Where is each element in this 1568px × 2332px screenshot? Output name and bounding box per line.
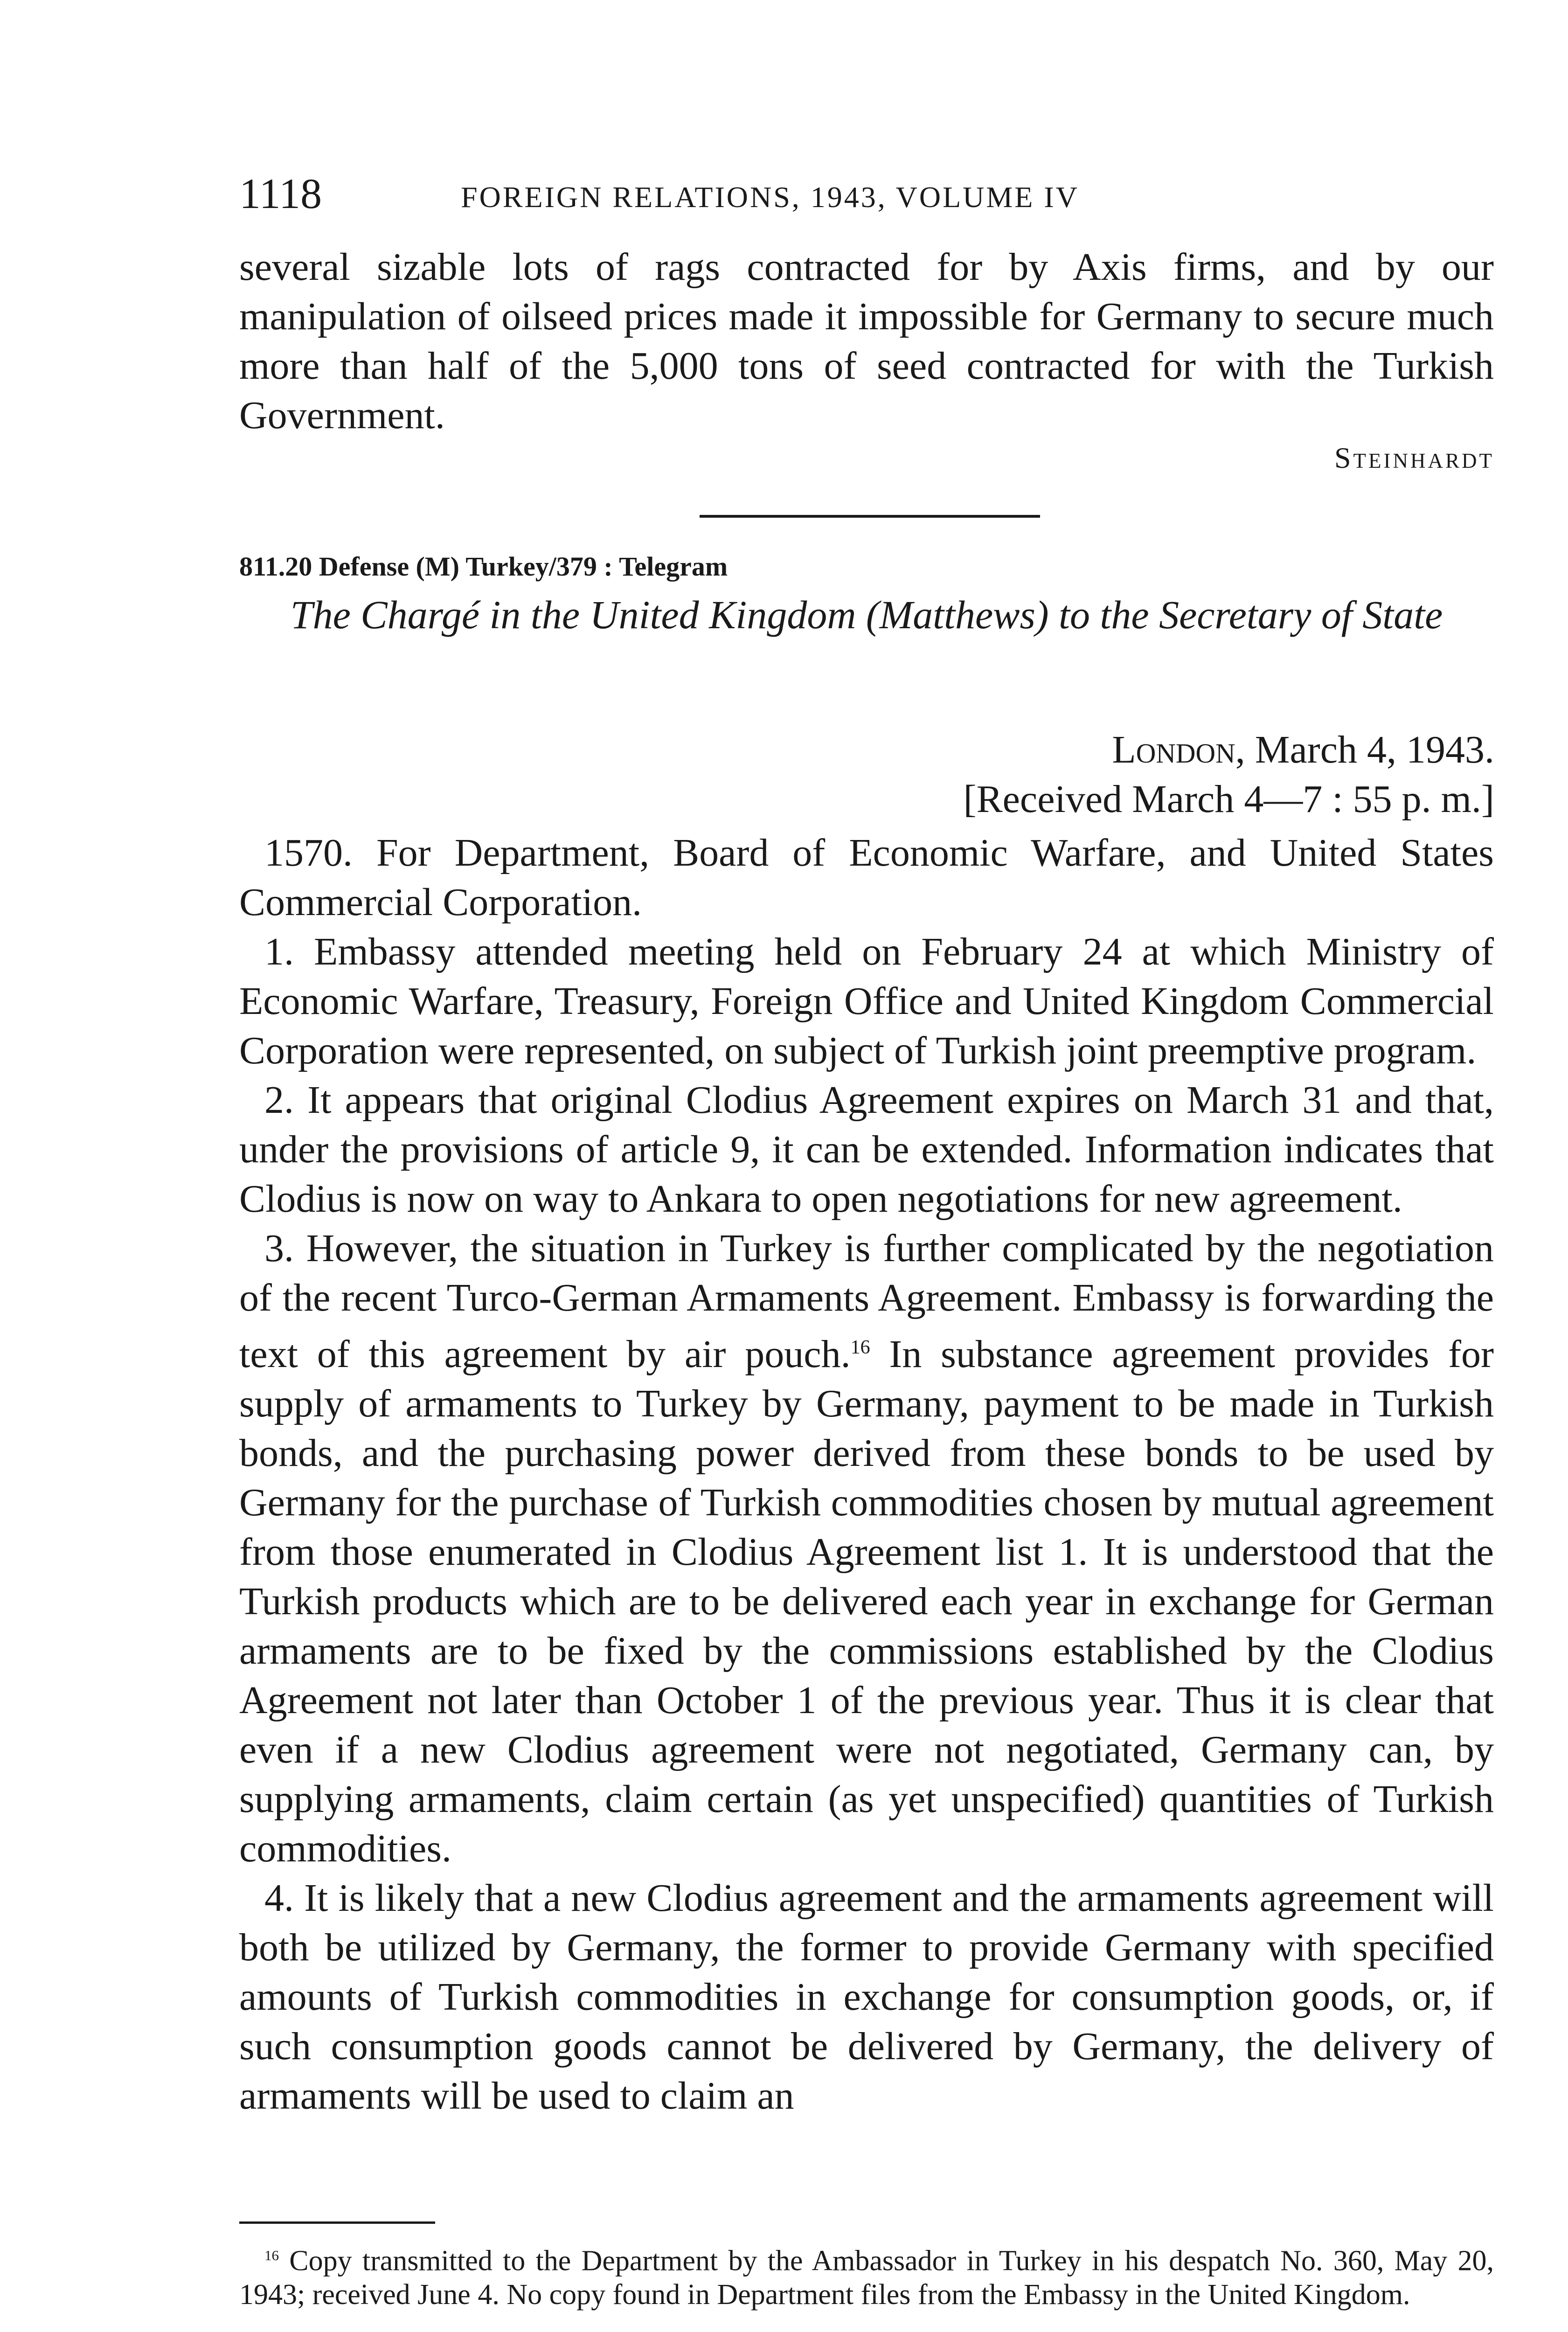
received-line: [Received March 4—7 : 55 p. m.] [963,777,1494,821]
footnote [239,2239,1494,2311]
footnote-reference: 16 [850,1337,870,1358]
document-title: The Chargé in the United Kingdom (Matthews) to the Secretary of State [290,592,1443,637]
body-paragraph: 4. It is likely that a new Clodius agreement and the armaments agreement will both be utilized by Germany, the former to provide Germany with specified amounts of Turkish commodities in exchange for consumption goods, or, if such consumption goods cannot be delivered by Germany, the delivery of armaments will be used to claim an [239,1876,1494,2117]
page-header [239,168,1489,219]
dateline [1112,725,1494,775]
para3-text-end: In substance agreement provides for supply of armaments to Turkey by Germany, payment to be made in Turkish bonds, and the purchasing power derived from these bonds to be used by Germany for the purchase of Turkish commodities chosen by mutual agreement from those enumerated in Clodius Agreement list 1. It is understood that the Turkish products which are to be delivered each year in exchange for German armaments are to be fixed by the commissions established by the Clodius Agreement not later than October 1 of the previous year. Thus it is clear that even if a new Clodius agreement were not negotiated, Germany can, by supplying armaments, claim certain (as yet unspecified) quantities of Turkish commodities. [239,1333,1494,1870]
dateline-place: London [1112,728,1235,771]
page-number: 1118 [239,170,322,217]
dateline-date: , March 4, 1943. [1235,728,1494,771]
continued-paragraph: several sizable lots of rags contracted for by Axis firms, and by our manipulation of oilseed prices made it impossible for Germany to secure much more than half of the 5,000 tons of seed contracted for with the Turkish Government. [239,245,1494,437]
body-paragraph: 2. It appears that original Clodius Agreement expires on March 31 and that, under the provisions of article 9, it can be extended. Information indicates that Clodius is now on way to Ankara to open negotiations for new agreement. [239,1078,1494,1221]
footnote-mark: 16 [264,2247,279,2263]
section-divider [700,515,1040,518]
file-reference: 811.20 Defense (M) Turkey/379 : Telegram [239,551,728,582]
signature: Steinhardt [1334,441,1494,474]
para3-text-start: 3. However, the situation in Turkey is further complicated by the negotiation of the recent Turco-German Armaments Agreement. Embassy is forwarding the text of this agreement by air pouch. [239,1227,1494,1376]
footnote-divider [239,2221,435,2224]
body-paragraph: 1570. For Department, Board of Economic Warfare, and United States Commercial Corporation. [239,831,1494,924]
footnote-text: Copy transmitted to the Department by the Ambassador in Turkey in his despatch No. 360, May 20, 1943; received June 4. No copy found in Department files from the Embassy in the United Kingdom. [239,2245,1494,2311]
telegram-body [239,828,1494,2121]
body-paragraph: 1. Embassy attended meeting held on February 24 at which Ministry of Economic Warfare, Treasury, Foreign Office and United Kingdom Commercial Corporation were represented, on subject of Turkish joint preemptive program. [239,930,1494,1072]
body-paragraph [239,1224,1494,1874]
running-head: FOREIGN RELATIONS, 1943, VOLUME IV [461,180,1079,214]
